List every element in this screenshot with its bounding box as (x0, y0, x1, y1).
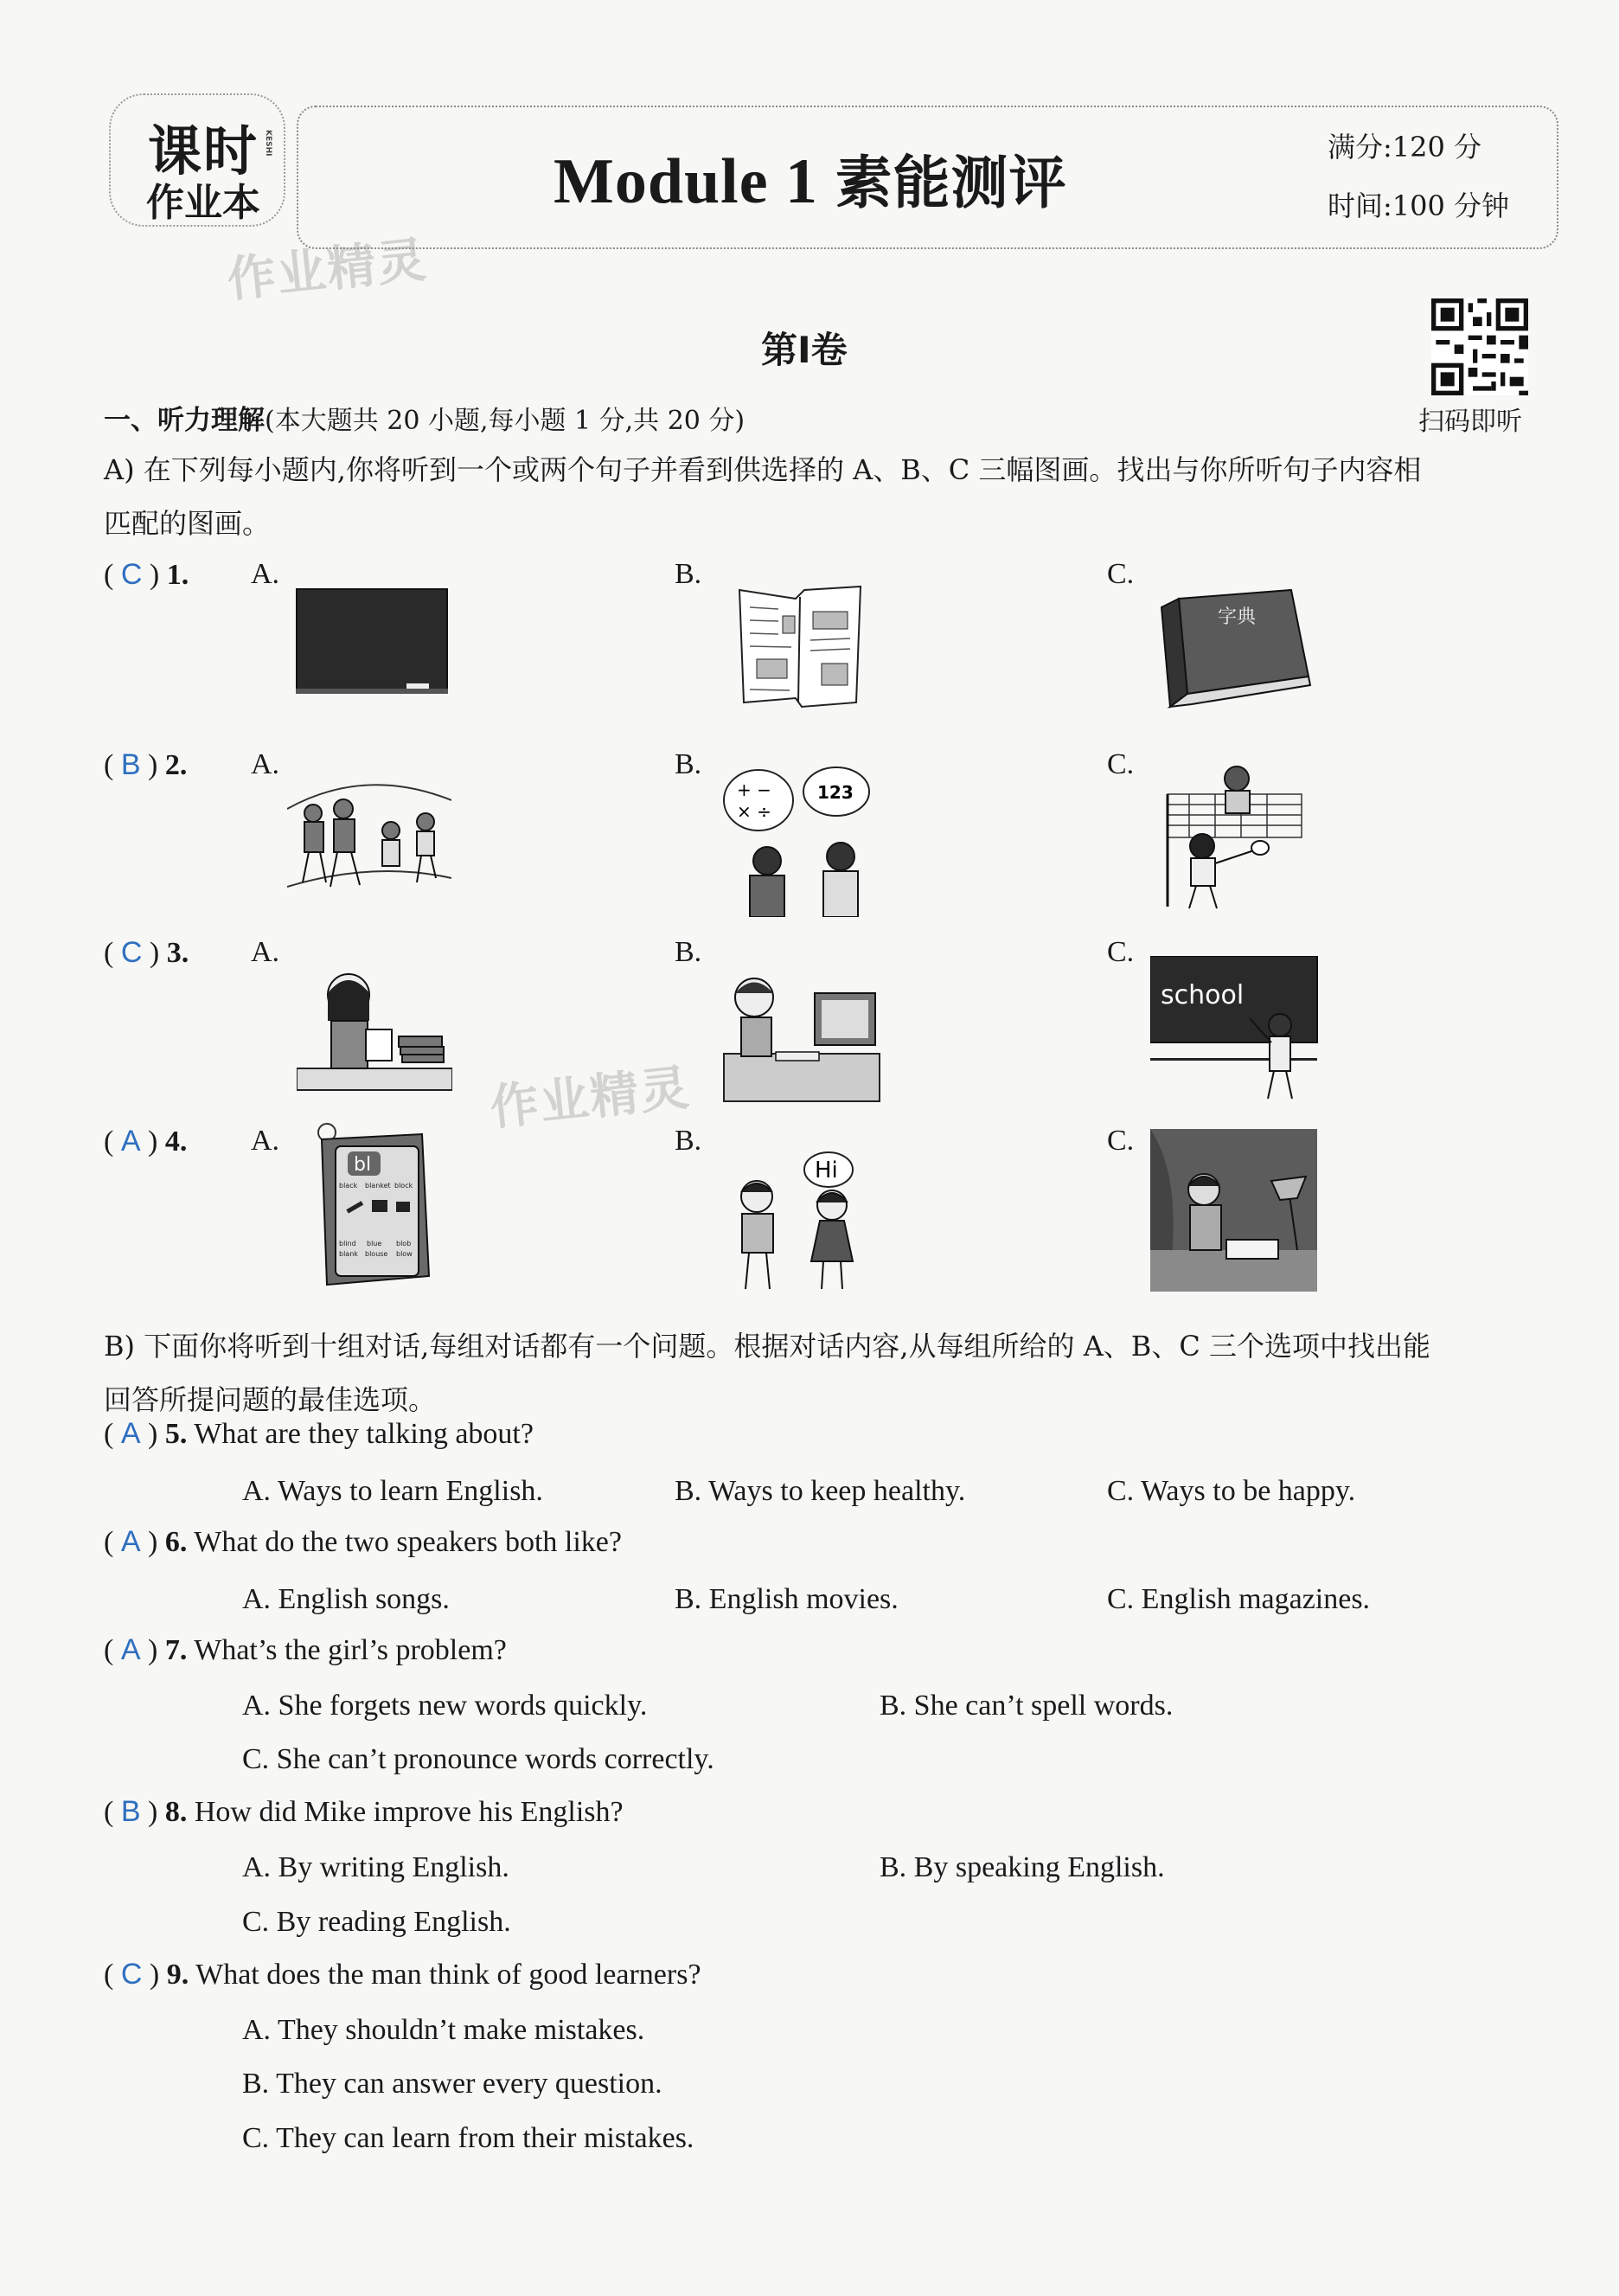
answer-mark[interactable]: C (120, 936, 143, 969)
question-text: How did Mike improve his English? (194, 1796, 624, 1828)
answer-mark[interactable]: C (120, 558, 143, 591)
part-a-line2: 匹配的图画。 (104, 507, 271, 540)
svg-text:blank: blank (339, 1250, 358, 1258)
part-a-line1: A) 在下列每小题内,你将听到一个或两个句子并看到供选择的 A、B、C 三幅图画。找出与你所听句子内容相 (104, 453, 1422, 486)
volume-title: 第Ⅰ卷 (761, 329, 848, 371)
question-text: What does the man think of good learners? (195, 1959, 701, 1991)
picture-option-label[interactable]: C. (1107, 748, 1135, 780)
logo-line1: 课时 (147, 119, 259, 183)
time-limit: 时间:100 分钟 (1328, 189, 1510, 222)
picture-option-label[interactable]: C. (1107, 936, 1135, 968)
question-text: What’s the girl’s problem? (194, 1634, 507, 1666)
greeting-kids-picture (718, 1149, 882, 1296)
question-text: What are they talking about? (194, 1418, 534, 1450)
answer-option[interactable]: A. They shouldn’t make mistakes. (242, 2014, 645, 2046)
book-badge: bl (354, 1154, 372, 1176)
watermark: 作业精灵 (224, 232, 431, 309)
svg-text:blue: blue (367, 1240, 382, 1247)
svg-text:black: black (339, 1182, 358, 1190)
section-heading (104, 398, 745, 437)
question-row: ( A ) 7. What’s the girl’s problem? (104, 1633, 507, 1666)
phonics-book-picture (311, 1120, 432, 1289)
answer-option[interactable]: A. Ways to learn English. (242, 1475, 543, 1507)
svg-text:blind: blind (339, 1240, 356, 1247)
question-text: What do the two speakers both like? (194, 1526, 622, 1558)
svg-text:blanket: blanket (365, 1182, 391, 1190)
title-en: Module 1 (554, 146, 819, 217)
girl-reading-picture (297, 960, 452, 1094)
question-row: ( C ) 1. (104, 558, 189, 591)
math-talk-picture (720, 761, 884, 917)
answer-mark[interactable]: A (120, 1417, 141, 1450)
question-number: 4. (164, 1126, 188, 1158)
answer-option[interactable]: A. By writing English. (242, 1851, 509, 1883)
question-number: 3. (166, 937, 189, 969)
question-number: 8. (164, 1796, 188, 1828)
logo-side-text: KESHI (264, 130, 272, 157)
full-score: 满分:120 分 (1328, 131, 1482, 164)
logo-line2: 作业本 (146, 181, 260, 225)
picture-option-label[interactable]: C. (1107, 1125, 1135, 1157)
answer-option[interactable]: B. They can answer every question. (242, 2068, 662, 2100)
question-number: 2. (164, 749, 188, 781)
picture-option-label[interactable]: A. (251, 748, 280, 780)
answer-option[interactable]: B. By speaking English. (880, 1851, 1165, 1883)
question-row: ( B ) 8. How did Mike improve his English? (104, 1795, 624, 1828)
question-number: 7. (164, 1634, 188, 1666)
question-row: ( A ) 5. What are they talking about? (104, 1417, 534, 1450)
title-cn: 素能测评 (835, 150, 1067, 216)
question-row: ( B ) 2. (104, 748, 188, 781)
answer-mark[interactable]: A (120, 1525, 141, 1558)
answer-option[interactable]: C. She can’t pronounce words correctly. (242, 1743, 714, 1775)
page-title (554, 137, 1067, 219)
picture-option-label[interactable]: B. (675, 748, 702, 780)
question-row: ( C ) 9. What does the man think of good learners? (104, 1958, 701, 1991)
school-board-picture (1150, 956, 1319, 1103)
picture-option-label[interactable]: A. (251, 936, 280, 968)
picture-option-label[interactable]: B. (675, 1125, 702, 1157)
picture-option-label[interactable]: A. (251, 558, 280, 590)
question-row: ( C ) 3. (104, 936, 189, 969)
speech-hi: Hi (815, 1158, 838, 1183)
answer-mark[interactable]: B (120, 748, 141, 781)
bubble-numbers: 123 (817, 782, 854, 803)
question-number: 1. (166, 559, 189, 591)
svg-text:× ÷: × ÷ (737, 801, 771, 822)
question-number: 9. (166, 1959, 189, 1991)
answer-mark[interactable]: A (120, 1125, 141, 1158)
part-b-line2: 回答所提问题的最佳选项。 (104, 1383, 437, 1416)
answer-option[interactable]: C. By reading English. (242, 1906, 511, 1938)
qr-code-icon[interactable] (1431, 298, 1528, 395)
question-row: ( A ) 6. What do the two speakers both like? (104, 1525, 622, 1558)
answer-option[interactable]: C. They can learn from their mistakes. (242, 2122, 694, 2154)
badminton-picture (1163, 760, 1310, 915)
picture-option-label[interactable]: B. (675, 558, 702, 590)
section-title: 一、听力理解 (104, 405, 265, 436)
answer-option[interactable]: B. English movies. (675, 1583, 899, 1615)
question-number: 5. (164, 1418, 188, 1450)
running-race-picture (287, 774, 451, 913)
computer-picture (720, 967, 884, 1106)
answer-option[interactable]: B. She can’t spell words. (880, 1690, 1174, 1722)
board-word: school (1161, 980, 1245, 1010)
picture-option-label[interactable]: B. (675, 936, 702, 968)
night-study-picture (1150, 1129, 1319, 1293)
answer-mark[interactable]: C (120, 1958, 143, 1991)
answer-mark[interactable]: A (120, 1633, 141, 1666)
watermark: 作业精灵 (487, 1060, 694, 1137)
answer-option[interactable]: A. She forgets new words quickly. (242, 1690, 648, 1722)
answer-option[interactable]: B. Ways to keep healthy. (675, 1475, 966, 1507)
svg-text:blouse: blouse (365, 1250, 388, 1258)
dictionary-label: 字典 (1218, 606, 1257, 628)
svg-text:+ −: + − (737, 779, 771, 800)
answer-mark[interactable]: B (120, 1795, 141, 1828)
answer-option[interactable]: A. English songs. (242, 1583, 450, 1615)
answer-option[interactable]: C. English magazines. (1107, 1583, 1371, 1615)
part-b-line1: B) 下面你将听到十组对话,每组对话都有一个问题。根据对话内容,从每组所给的 A、B、C 三个选项中找出能 (104, 1330, 1430, 1363)
svg-text:block: block (394, 1182, 413, 1190)
part-b-instruction (104, 1319, 1548, 1427)
dictionary-picture (1153, 581, 1317, 711)
question-number: 6. (164, 1526, 188, 1558)
blackboard-picture (296, 588, 448, 696)
question-row: ( A ) 4. (104, 1125, 188, 1158)
answer-option[interactable]: C. Ways to be happy. (1107, 1475, 1356, 1507)
picture-option-label[interactable]: A. (251, 1125, 280, 1157)
svg-text:blow: blow (396, 1250, 413, 1258)
picture-option-label[interactable]: C. (1107, 558, 1135, 590)
part-a-instruction (104, 443, 1548, 550)
brand-logo (134, 121, 272, 225)
newspaper-picture (731, 581, 869, 711)
section-note: (本大题共 20 小题,每小题 1 分,共 20 分) (265, 406, 746, 436)
svg-text:blob: blob (396, 1240, 412, 1247)
qr-label: 扫码即听 (1418, 407, 1522, 437)
